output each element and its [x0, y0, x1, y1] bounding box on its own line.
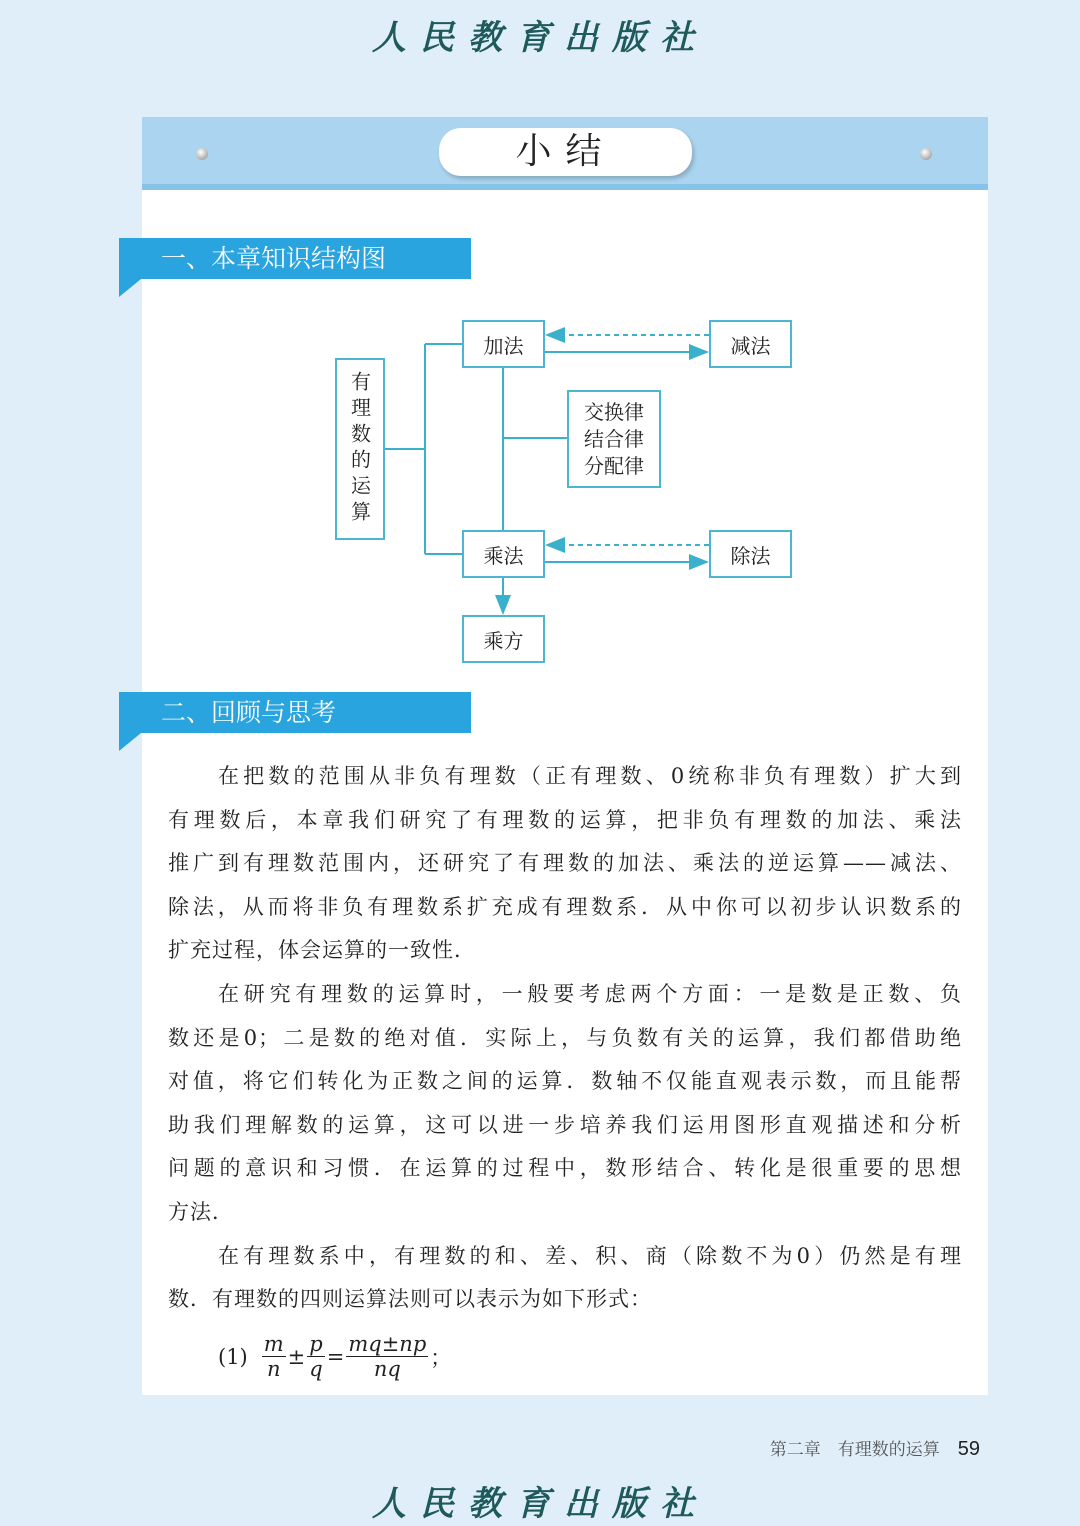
denominator: q: [309, 1357, 323, 1381]
text-line: 方法．: [168, 1200, 234, 1224]
text-line: 扩充过程，体会运算的一致性．: [168, 938, 476, 963]
section-heading-review: 二、回顾与思考: [119, 692, 471, 733]
page-footer: [770, 1435, 980, 1461]
chapter-title: 第二章 有理数的运算: [769, 1440, 940, 1460]
formula-label: (1): [218, 1344, 248, 1369]
text-line: 数．有理数的四则运算法则可以表示为如下形式：: [168, 1287, 652, 1312]
diagram-node-laws: [567, 390, 661, 488]
diagram-node-div: 除法: [709, 530, 792, 578]
fraction: [346, 1332, 428, 1381]
page-number: 59: [957, 1438, 980, 1460]
text-line: 推广到有理数范围内，还研究了有理数的加法、乘法的逆运算——减法、: [168, 851, 962, 876]
denominator: nq: [373, 1357, 401, 1381]
diagram-node-sub: 减法: [709, 320, 792, 368]
equals: =: [326, 1344, 345, 1369]
text-line: 在有理数系中，有理数的和、差、积、商（除数不为0）仍然是有理: [218, 1243, 962, 1268]
diagram-node-add: 加法: [462, 320, 545, 368]
text-line: 助我们理解数的运算，这可以进一步培养我们运用图形直观描述和分析: [168, 1112, 962, 1137]
publisher-watermark-top: 人民教育出版社: [372, 18, 708, 58]
publisher-watermark-bottom: 人民教育出版社: [372, 1484, 708, 1524]
page-title: 小结: [439, 128, 692, 176]
fraction: [307, 1332, 324, 1381]
diagram-node-mul: 乘法: [462, 530, 545, 578]
text-line: 除法，从而将非负有理数系扩充成有理数系．从中你可以初步认识数系的: [168, 894, 962, 919]
text-line: 有理数后，本章我们研究了有理数的运算，把非负有理数的加法、乘法: [168, 807, 962, 832]
denominator: n: [266, 1357, 281, 1381]
numerator: p: [309, 1332, 323, 1356]
diagram-node-root: 有理数的运算: [335, 358, 385, 540]
numerator: mq±np: [348, 1332, 427, 1356]
fraction: [262, 1332, 286, 1381]
formula-1: [218, 1332, 451, 1381]
text-line: 问题的意识和习惯．在运算的过程中，数形结合、转化是很重要的思想: [168, 1156, 962, 1181]
section-heading-structure: 一、本章知识结构图: [119, 238, 471, 279]
law-associative: 结合律: [584, 426, 644, 451]
text-line: 对值，将它们转化为正数之间的运算．数轴不仅能直观表示数，而且能帮: [168, 1069, 962, 1094]
diagram-node-pow: 乘方: [462, 615, 545, 663]
numerator: m: [263, 1332, 284, 1356]
semicolon: ；: [430, 1345, 452, 1370]
text-line: 数还是0；二是数的绝对值．实际上，与负数有关的运算，我们都借助绝: [168, 1025, 962, 1050]
law-distributive: 分配律: [584, 453, 644, 478]
plus-minus: ±: [287, 1344, 306, 1369]
text-line: 在把数的范围从非负有理数（正有理数、0统称非负有理数）扩大到: [218, 764, 962, 788]
law-commutative: 交换律: [584, 399, 644, 424]
text-line: 在研究有理数的运算时，一般要考虑两个方面：一是数是正数、负: [218, 982, 962, 1006]
